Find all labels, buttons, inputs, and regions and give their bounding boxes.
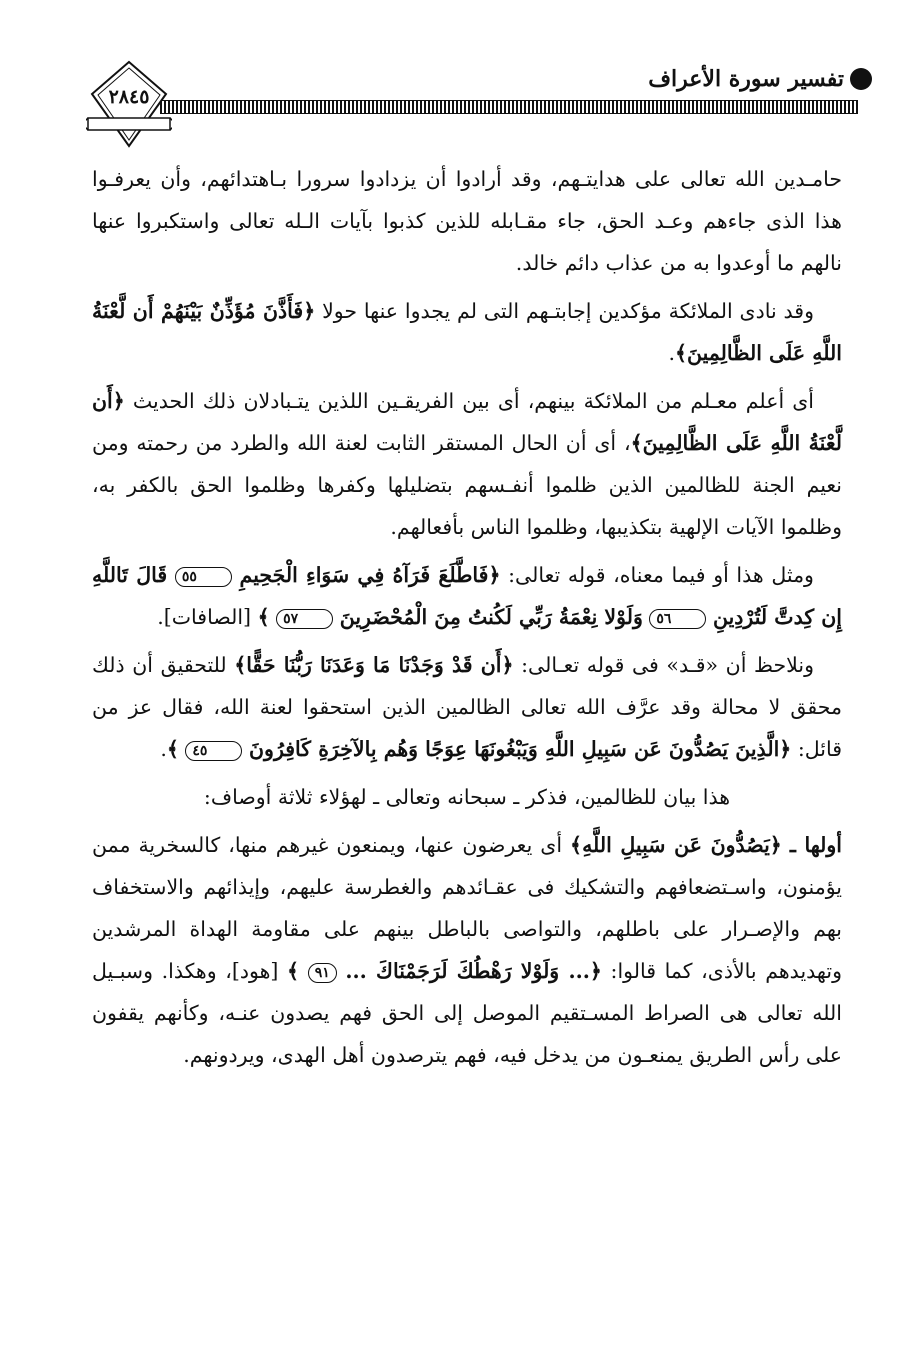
verse-number: ٥٦ (649, 609, 706, 629)
paragraph-6 (92, 776, 842, 818)
paragraph-5 (92, 644, 842, 770)
quran-bracket-open-icon: ﴿ (303, 299, 316, 323)
paragraph-2-end: . (668, 341, 675, 365)
paragraph-7-text-end: [هود]، وهكذا. وسبـيل الله تعالى هى الصراط المسـتقيم الموصل إلى الحق فهم يصدون عنـه، وكأنهم يقفون على رأس الطريق يمنعـون من يدخل فيه، فهم يترصدون أهل الهدى، ويردونهم. (92, 959, 842, 1067)
header-ornament-icon (850, 68, 872, 90)
paragraph-5-end: . (160, 737, 167, 761)
paragraph-2 (92, 290, 842, 374)
paragraph-4-text: ومثل هذا أو فيما معناه، قوله تعالى: (508, 563, 814, 587)
quran-bracket-close-icon: ﴾ (674, 341, 687, 365)
page-number: ٢٨٤٥ (108, 86, 150, 108)
quran-quote: وَلَوْلا نِعْمَةُ رَبِّي لَكُنتُ مِنَ الْمُحْضَرِينَ (339, 605, 643, 629)
paragraph-1 (92, 158, 842, 284)
paragraph-4 (92, 554, 842, 638)
quran-quote: فَاطَّلَعَ فَرَآهُ فِي سَوَاءِ الْجَحِيمِ (239, 563, 489, 587)
quran-bracket-close-icon: ﴾ (630, 431, 643, 455)
quran-quote: أَن قَدْ وَجَدْنَا مَا وَعَدَنَا رَبُّنَا حَقًّا (246, 653, 502, 677)
quran-bracket-close-icon: ﴾ (570, 833, 583, 857)
paragraph-2-text: وقد نادى الملائكة مؤكدين إجابتـهم التى لم يجدوا عنها حولا (322, 299, 814, 323)
paragraph-7-text: أى يعرضون عنها، ويمنعون غيرهم منها، كالسخرية ممن يؤمنون، واسـتضعافهم والتشكيك فى عقـائدهم والغطرسة عليهم، وإيذائهم والاستخفاف بهم والإصـرار على باطلهم، والتواصى بالباطل بينهم على مقاومة الهداة المرشدين وتهديدهم بالأذى، كما قالوا: (92, 833, 842, 983)
quran-bracket-close-icon: ﴾ (287, 959, 300, 983)
verse-number: ٥٧ (276, 609, 333, 629)
verse-number: ٥٥ (175, 567, 232, 587)
paragraph-1-text: حامـدين الله تعالى على هدايتـهم، وقد أرادوا أن يزدادوا سرورا بـاهتدائهم، وأن يعرفـوا هذا الذى جاءهم وعـد الحق، جاء مقـابله للذين كذبوا بآيات الـله تعالى واستكبروا عنها نالهم ما أوعدوا به من عذاب دائم خالد. (92, 167, 842, 275)
verse-number: ٤٥ (185, 741, 242, 761)
running-header-title: تفسير سورة الأعراف (648, 66, 844, 92)
header-rule (160, 100, 858, 114)
quran-quote: يَصُدُّونَ عَن سَبِيلِ اللَّهِ (582, 833, 770, 857)
quran-bracket-open-icon: ﴿ (112, 389, 125, 413)
item-lead: أولها ـ (789, 833, 842, 857)
quran-bracket-close-icon: ﴾ (166, 737, 179, 761)
quran-quote: أَن لَّعْنَةُ اللَّهِ عَلَى الظَّالِمِينَ (92, 389, 842, 455)
paragraph-3-text: أى أعلم معـلم من الملائكة بينهم، أى بين الفريقـين اللذين يتـبادلان ذلك الحديث (132, 389, 814, 413)
quran-bracket-open-icon: ﴿ (779, 737, 792, 761)
quran-bracket-open-icon: ﴿ (589, 959, 602, 983)
quran-bracket-open-icon: ﴿ (488, 563, 501, 587)
verse-number: ٩١ (308, 963, 337, 983)
quran-bracket-open-icon: ﴿ (501, 653, 514, 677)
surah-reference: [الصافات]. (157, 605, 252, 629)
quran-bracket-close-icon: ﴾ (234, 653, 247, 677)
quran-quote: فَأَذَّنَ مُؤَذِّنٌ بَيْنَهُمْ أَن لَّعْنَةُ اللَّهِ عَلَى الظَّالِمِينَ (92, 299, 842, 365)
paragraph-3-text-end: ، أى أن الحال المستقر الثابت لعنة الله والطرد من رحمته ومن نعيم الجنة للظالمين الذين ظلموا أنفـسهم بتضليلها وكفرها وظلموا الحق بالكفر به، وظلموا الآيات الإلهية بتكذيبها، وظلموا الناس بأفعالهم. (92, 431, 842, 539)
paragraph-5-text-mid: للتحقيق أن ذلك محقق لا محالة وقد عرَّف الله تعالى الظالمين الذين استحقوا لعنة الله، فقال عز من قائل: (92, 653, 842, 761)
body-text (92, 158, 842, 1082)
quran-quote: ... وَلَوْلا رَهْطُكَ لَرَجَمْنَاكَ ... (345, 959, 590, 983)
paragraph-7 (92, 824, 842, 1076)
quran-quote: قَالَ تَاللَّهِ إِن كِدتَّ لَتُرْدِينِ (92, 563, 842, 629)
paragraph-6-text: هذا بيان للظالمين، فذكر ـ سبحانه وتعالى ـ لهؤلاء ثلاثة أوصاف: (203, 785, 731, 809)
quran-bracket-open-icon: ﴿ (769, 833, 782, 857)
quran-quote: الَّذِينَ يَصُدُّونَ عَن سَبِيلِ اللَّهِ وَيَبْغُونَهَا عِوَجًا وَهُم بِالآخِرَةِ كَافِرُونَ (248, 737, 780, 761)
paragraph-5-text: ونلاحظ أن «قـد» فى قوله تعـالى: (521, 653, 814, 677)
paragraph-3 (92, 380, 842, 548)
quran-bracket-close-icon: ﴾ (257, 605, 270, 629)
